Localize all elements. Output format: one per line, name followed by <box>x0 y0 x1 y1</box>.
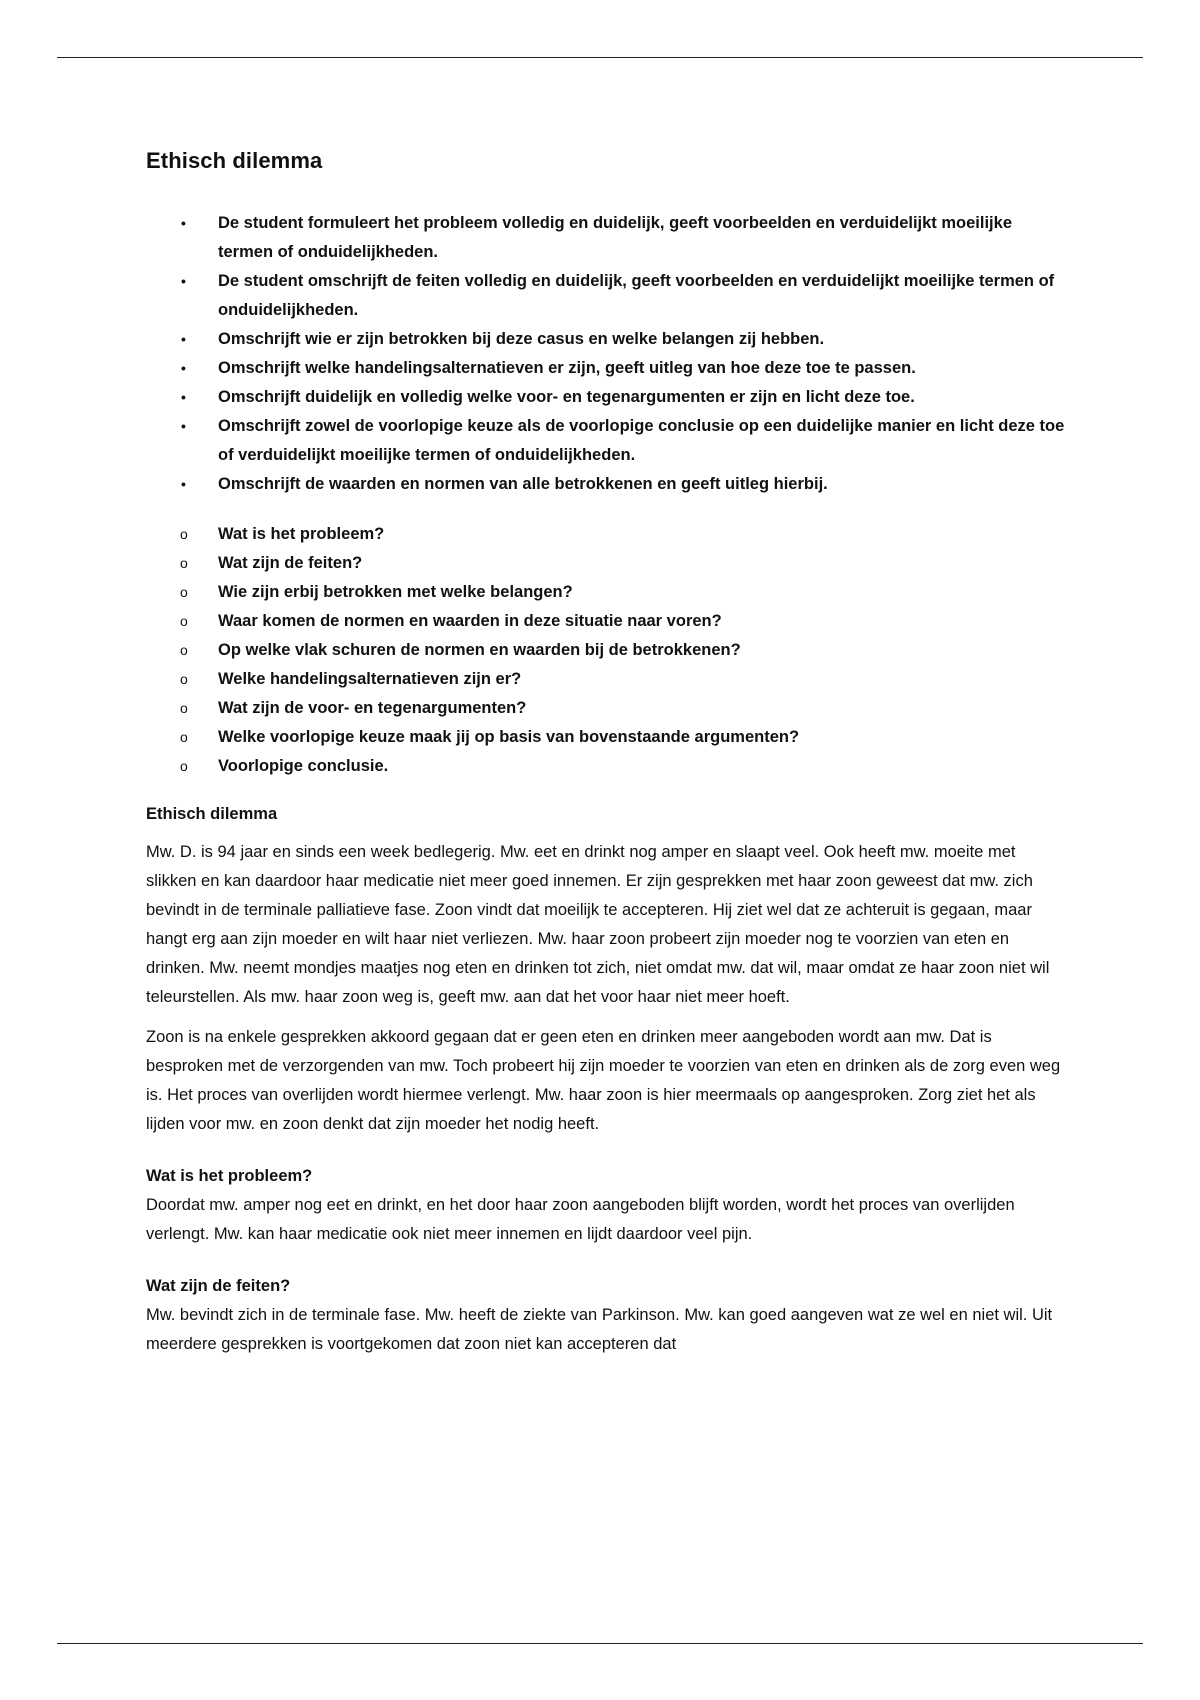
circle-bullet-icon: o <box>180 758 188 774</box>
criteria-item: • De student omschrijft de feiten volledig en duidelijk, geeft voorbeelden en verduidelijkt moeilijke termen of onduidelijkheden. <box>146 267 1066 325</box>
bullet-icon: • <box>181 476 186 492</box>
question-item: o Waar komen de normen en waarden in deze situatie naar voren? <box>146 607 1066 636</box>
criteria-item: • Omschrijft wie er zijn betrokken bij deze casus en welke belangen zij hebben. <box>146 325 1066 354</box>
document-title: Ethisch dilemma <box>146 148 323 173</box>
answer-text: Mw. bevindt zich in de terminale fase. Mw. heeft de ziekte van Parkinson. Mw. kan goed aangeven wat ze wel en niet wil. Uit meerdere gesprekken is voortgekomen dat zoon niet kan accepteren dat <box>146 1306 1053 1353</box>
bullet-icon: • <box>181 418 186 434</box>
answer-question-heading: Wat is het probleem? <box>146 1167 313 1185</box>
question-item: o Op welke vlak schuren de normen en waarden bij de betrokkenen? <box>146 636 1066 665</box>
circle-bullet-icon: o <box>180 526 188 542</box>
bullet-icon: • <box>181 331 186 347</box>
circle-bullet-icon: o <box>180 671 188 687</box>
footer-rule <box>57 1643 1143 1644</box>
questions-list <box>146 520 1066 781</box>
bullet-icon: • <box>181 215 186 231</box>
circle-bullet-icon: o <box>180 700 188 716</box>
question-item: o Welke handelingsalternatieven zijn er? <box>146 665 1066 694</box>
circle-bullet-icon: o <box>180 642 188 658</box>
criteria-item: • De student formuleert het probleem volledig en duidelijk, geeft voorbeelden en verduidelijkt moeilijke termen of onduidelijkheden. <box>146 209 1066 267</box>
criteria-item: • Omschrijft de waarden en normen van alle betrokkenen en geeft uitleg hierbij. <box>146 470 1066 499</box>
question-item: o Welke voorlopige keuze maak jij op basis van bovenstaande argumenten? <box>146 723 1066 752</box>
question-item: o Wat is het probleem? <box>146 520 1066 549</box>
case-paragraph: Mw. D. is 94 jaar en sinds een week bedlegerig. Mw. eet en drinkt nog amper en slaapt veel. Ook heeft mw. moeite met slikken en kan daardoor haar medicatie niet meer goed innemen. Er zijn gesprekken met haar zoon geweest dat mw. zich bevindt in de terminale palliatieve fase. Zoon vindt dat moeilijk te accepteren. Hij ziet wel dat ze achteruit is gegaan, maar hangt erg aan zijn moeder en wilt haar niet verliezen. Mw. haar zoon probeert zijn moeder nog te voorzien van eten en drinken. Mw. neemt mondjes maatjes nog eten en drinken tot zich, niet omdat mw. dat wil, maar omdat ze haar zoon niet wil teleurstellen. Als mw. haar zoon weg is, geeft mw. aan dat het voor haar niet meer hoeft. <box>146 843 1050 1006</box>
answer-question-heading: Wat zijn de feiten? <box>146 1277 291 1295</box>
circle-bullet-icon: o <box>180 613 188 629</box>
circle-bullet-icon: o <box>180 555 188 571</box>
circle-bullet-icon: o <box>180 584 188 600</box>
question-item: o Wat zijn de voor- en tegenargumenten? <box>146 694 1066 723</box>
document-body <box>146 148 1066 1359</box>
question-item: o Wie zijn erbij betrokken met welke belangen? <box>146 578 1066 607</box>
criteria-list <box>146 209 1066 499</box>
question-item: o Wat zijn de feiten? <box>146 549 1066 578</box>
criteria-item: • Omschrijft zowel de voorlopige keuze als de voorlopige conclusie op een duidelijke manier en licht deze toe of verduidelijkt moeilijke termen of onduidelijkheden. <box>146 412 1066 470</box>
circle-bullet-icon: o <box>180 729 188 745</box>
criteria-item: • Omschrijft duidelijk en volledig welke voor- en tegenargumenten er zijn en licht deze toe. <box>146 383 1066 412</box>
answer-text: Doordat mw. amper nog eet en drinkt, en het door haar zoon aangeboden blijft worden, wordt het proces van overlijden verlengt. Mw. kan haar medicatie ook niet meer innemen en lijdt daardoor veel pijn. <box>146 1196 1015 1243</box>
criteria-item: • Omschrijft welke handelingsalternatieven er zijn, geeft uitleg van hoe deze toe te passen. <box>146 354 1066 383</box>
case-paragraph: Zoon is na enkele gesprekken akkoord gegaan dat er geen eten en drinken meer aangeboden wordt aan mw. Dat is besproken met de verzorgenden van mw. Toch probeert hij zijn moeder te voorzien van eten en drinken als de zorg even weg is. Het proces van overlijden wordt hiermee verlengt. Mw. haar zoon is hier meermaals op aangesproken. Zorg ziet het als lijden voor mw. en zoon denkt dat zijn moeder het nodig heeft. <box>146 1028 1061 1133</box>
case-heading: Ethisch dilemma <box>146 805 278 823</box>
bullet-icon: • <box>181 389 186 405</box>
bullet-icon: • <box>181 273 186 289</box>
header-rule <box>57 57 1143 58</box>
bullet-icon: • <box>181 360 186 376</box>
question-item: o Voorlopige conclusie. <box>146 752 1066 781</box>
